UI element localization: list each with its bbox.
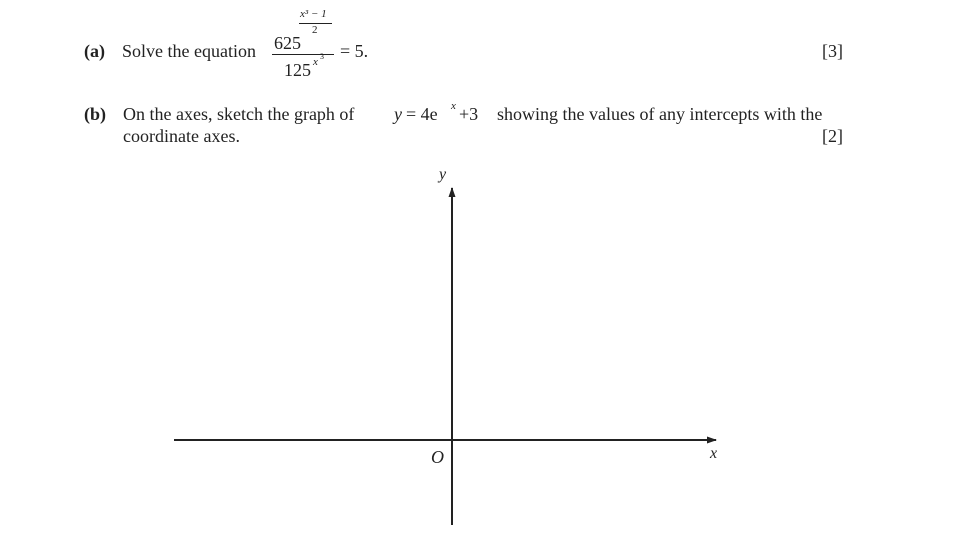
part-b-label: (b) — [84, 104, 106, 124]
equation-exponent: x — [451, 100, 456, 112]
part-b-text-after: showing the values of any intercepts with the — [497, 104, 823, 124]
denominator-exponent-power: 3 — [320, 52, 324, 61]
part-a-equals: = 5. — [340, 41, 369, 61]
denominator-base: 125 — [284, 60, 311, 80]
part-a-label: (a) — [84, 41, 105, 61]
equation-coefficient: = 4e — [406, 104, 438, 124]
part-b-line2: coordinate axes. — [123, 126, 240, 146]
equation-tail: +3 — [459, 104, 479, 124]
part-a-text: Solve the equation — [122, 41, 256, 61]
part-b-text-before: On the axes, sketch the graph of — [123, 104, 355, 124]
y-axis-label: y — [439, 166, 447, 183]
part-b-marks: [2] — [822, 126, 843, 146]
numerator-base: 625 — [274, 33, 301, 53]
part-a-marks: [3] — [822, 41, 843, 61]
x-axis-label: x — [710, 445, 718, 462]
equation-y: y — [394, 104, 402, 124]
numerator-exponent-bottom: 2 — [312, 24, 318, 36]
denominator-exponent-base: x — [313, 56, 318, 68]
origin-label: O — [431, 447, 444, 467]
numerator-exponent-top: x³ − 1 — [300, 8, 327, 20]
